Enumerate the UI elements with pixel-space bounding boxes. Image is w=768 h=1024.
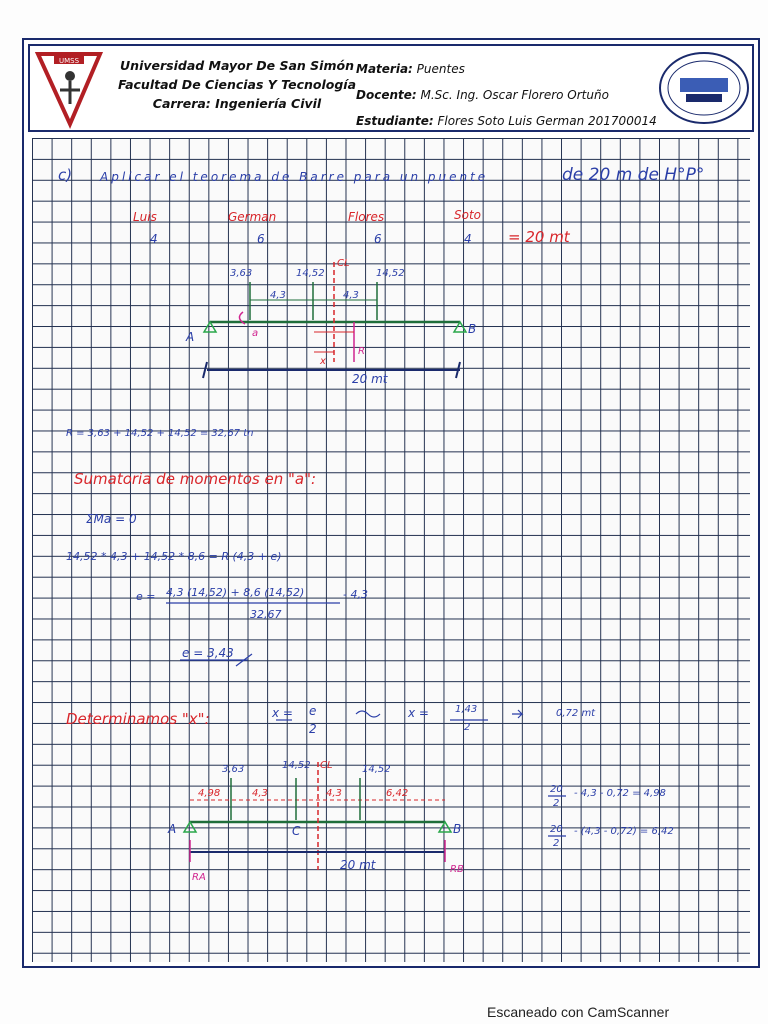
d1-support-b: B (468, 322, 477, 336)
d2-load-3: 14,52 (362, 764, 391, 775)
subject-label: Materia: (356, 62, 413, 76)
resultant-eq: R = 3,63 + 14,52 + 14,52 = 32,67 tn (66, 428, 254, 439)
d2-load-2: 14,52 (282, 760, 311, 771)
x-result: 0,72 mt (556, 708, 596, 719)
scanner-watermark: Escaneado con CamScanner (487, 1004, 670, 1020)
d1-spacing-1: 4,3 (270, 290, 286, 301)
sum-moments: ΣMa = 0 (86, 512, 137, 526)
side1-rest: - 4,3 - 0,72 = 4,98 (574, 788, 666, 799)
d1-support-a: A (186, 330, 195, 344)
d1-load-3: 14,52 (376, 268, 405, 279)
d1-r-label: R (358, 346, 365, 357)
d2-support-a: A (168, 822, 177, 836)
header-institution (112, 56, 362, 113)
problem-title: Aplicar el teorema de Barre para un puente (100, 170, 489, 184)
e-result: e = 3,43 (182, 646, 234, 660)
count-flores: 6 (374, 232, 382, 246)
teacher-label: Docente: (356, 88, 417, 102)
side2-rest: - (4,3 - 0,72) = 6,42 (574, 826, 674, 837)
d2-spacing-1: 4,98 (198, 788, 221, 799)
career-name: Carrera: Ingeniería Civil (152, 96, 322, 111)
d2-length: 20 mt (340, 858, 376, 872)
university-name: Universidad Mayor De San Simón (120, 58, 354, 73)
d1-x-label: x (320, 356, 326, 367)
subject-value: Puentes (416, 62, 465, 76)
x-formula2-numer: 1,43 (455, 704, 478, 715)
count-german: 6 (257, 232, 265, 246)
d1-spacing-2: 4,3 (343, 290, 359, 301)
side1-numer: 20 (550, 784, 563, 795)
e-prefix: e = (136, 590, 156, 603)
name-luis: Luis (133, 210, 157, 224)
count-luis: 4 (150, 232, 158, 246)
d2-centerline: CL (320, 760, 333, 771)
student-label: Estudiante: (356, 114, 434, 128)
x-formula-denom: 2 (309, 722, 317, 736)
student-value: Flores Soto Luis German 201700014 (437, 114, 657, 128)
faculty-logo (656, 50, 752, 128)
x-formula2-lhs: x = (408, 706, 429, 720)
d2-spacing-2: 4,3 (252, 788, 268, 799)
x-formula-lhs: x = (272, 706, 293, 720)
count-soto: 4 (464, 232, 472, 246)
header-box (28, 44, 754, 132)
moments-title: Sumatoria de momentos en "a": (74, 470, 317, 488)
e-denominator: 32,67 (250, 608, 282, 621)
d1-load-1: 3,63 (230, 268, 253, 279)
d2-spacing-4: 6,42 (386, 788, 409, 799)
d2-support-b: B (453, 822, 462, 836)
problem-title-suffix: de 20 m de H°P° (562, 165, 705, 185)
d1-centerline: CL (337, 258, 350, 269)
x-title: Determinamos "x": (66, 710, 210, 728)
problem-label: c) (58, 166, 73, 184)
d2-ra: RA (192, 872, 206, 883)
name-soto: Soto (454, 208, 482, 222)
side2-numer: 20 (550, 824, 563, 835)
d1-length: 20 mt (352, 372, 388, 386)
e-numerator: 4,3 (14,52) + 8,6 (14,52) (166, 586, 305, 599)
total-length: = 20 mt (508, 228, 570, 246)
teacher-value: M.Sc. Ing. Oscar Florero Ortuño (420, 88, 609, 102)
moment-equation: 14,52 * 4,3 + 14,52 * 8,6 = R (4,3 + e) (66, 550, 282, 563)
d1-a-label: a (252, 328, 259, 339)
e-suffix: - 4,3 (343, 588, 368, 601)
side1-denom: 2 (553, 798, 560, 809)
side2-denom: 2 (553, 838, 560, 849)
faculty-name: Facultad De Ciencias Y Tecnología (117, 77, 357, 92)
d2-load-1: 3,63 (222, 764, 245, 775)
university-logo (30, 46, 110, 130)
d1-load-2: 14,52 (296, 268, 325, 279)
d2-rb: RB (450, 864, 464, 875)
x-formula-numer: e (309, 704, 317, 718)
x-formula2-denom: 2 (464, 722, 471, 733)
d2-mid-point: C (292, 824, 301, 838)
university-logo-text: UMSS (58, 57, 80, 65)
d2-spacing-3: 4,3 (326, 788, 342, 799)
name-german: German (228, 210, 277, 224)
header-details (356, 56, 657, 134)
name-flores: Flores (348, 210, 385, 224)
